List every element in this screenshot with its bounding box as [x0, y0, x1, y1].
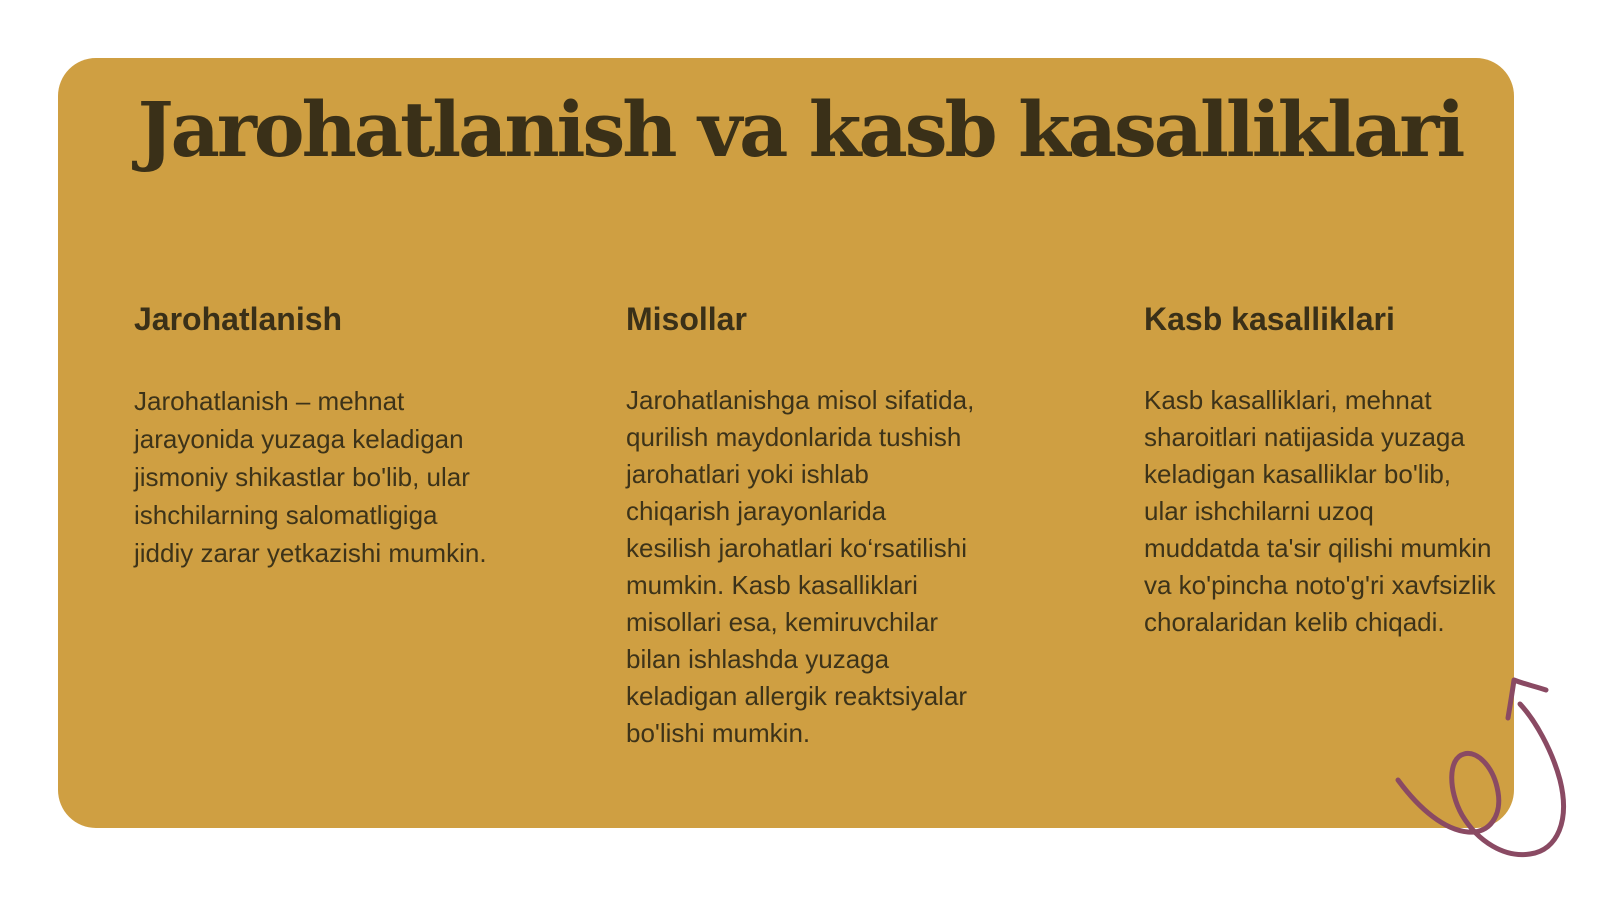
column-misollar — [626, 300, 1006, 752]
column-jarohatlanish — [134, 300, 534, 572]
column-kasb-kasalliklari — [1144, 300, 1524, 641]
column-heading: Kasb kasalliklari — [1144, 301, 1395, 337]
column-body: Jarohatlanish – mehnat jarayonida yuzaga keladigan jismoniy shikastlar bo'lib, ular ishchilarning salomatligiga jiddiy zarar yetkazishi mumkin. — [134, 386, 487, 569]
column-body: Jarohatlanishga misol sifatida, qurilish maydonlarida tushish jarohatlari yoki ishlab chiqarish jarayonlarida kesilish jarohatlari ko‘rsatilishi mumkin. Kasb kasalliklari misollari esa, kemiruvchilar bilan ishlashda yuzaga keladigan allergik reaktsiyalar bo'lishi mumkin. — [626, 385, 975, 749]
slide-title: Jarohatlanish va kasb kasalliklari — [137, 85, 1463, 174]
column-heading: Misollar — [626, 301, 747, 337]
column-body: Kasb kasalliklari, mehnat sharoitlari natijasida yuzaga keladigan kasalliklar bo'lib, ular ishchilarni uzoq muddatda ta'sir qilishi mumkin va ko'pincha noto'g'ri xavfsizlik choralaridan kelib chiqadi. — [1144, 385, 1496, 638]
column-heading: Jarohatlanish — [134, 301, 343, 337]
swirl-arrow-icon — [1390, 670, 1580, 890]
